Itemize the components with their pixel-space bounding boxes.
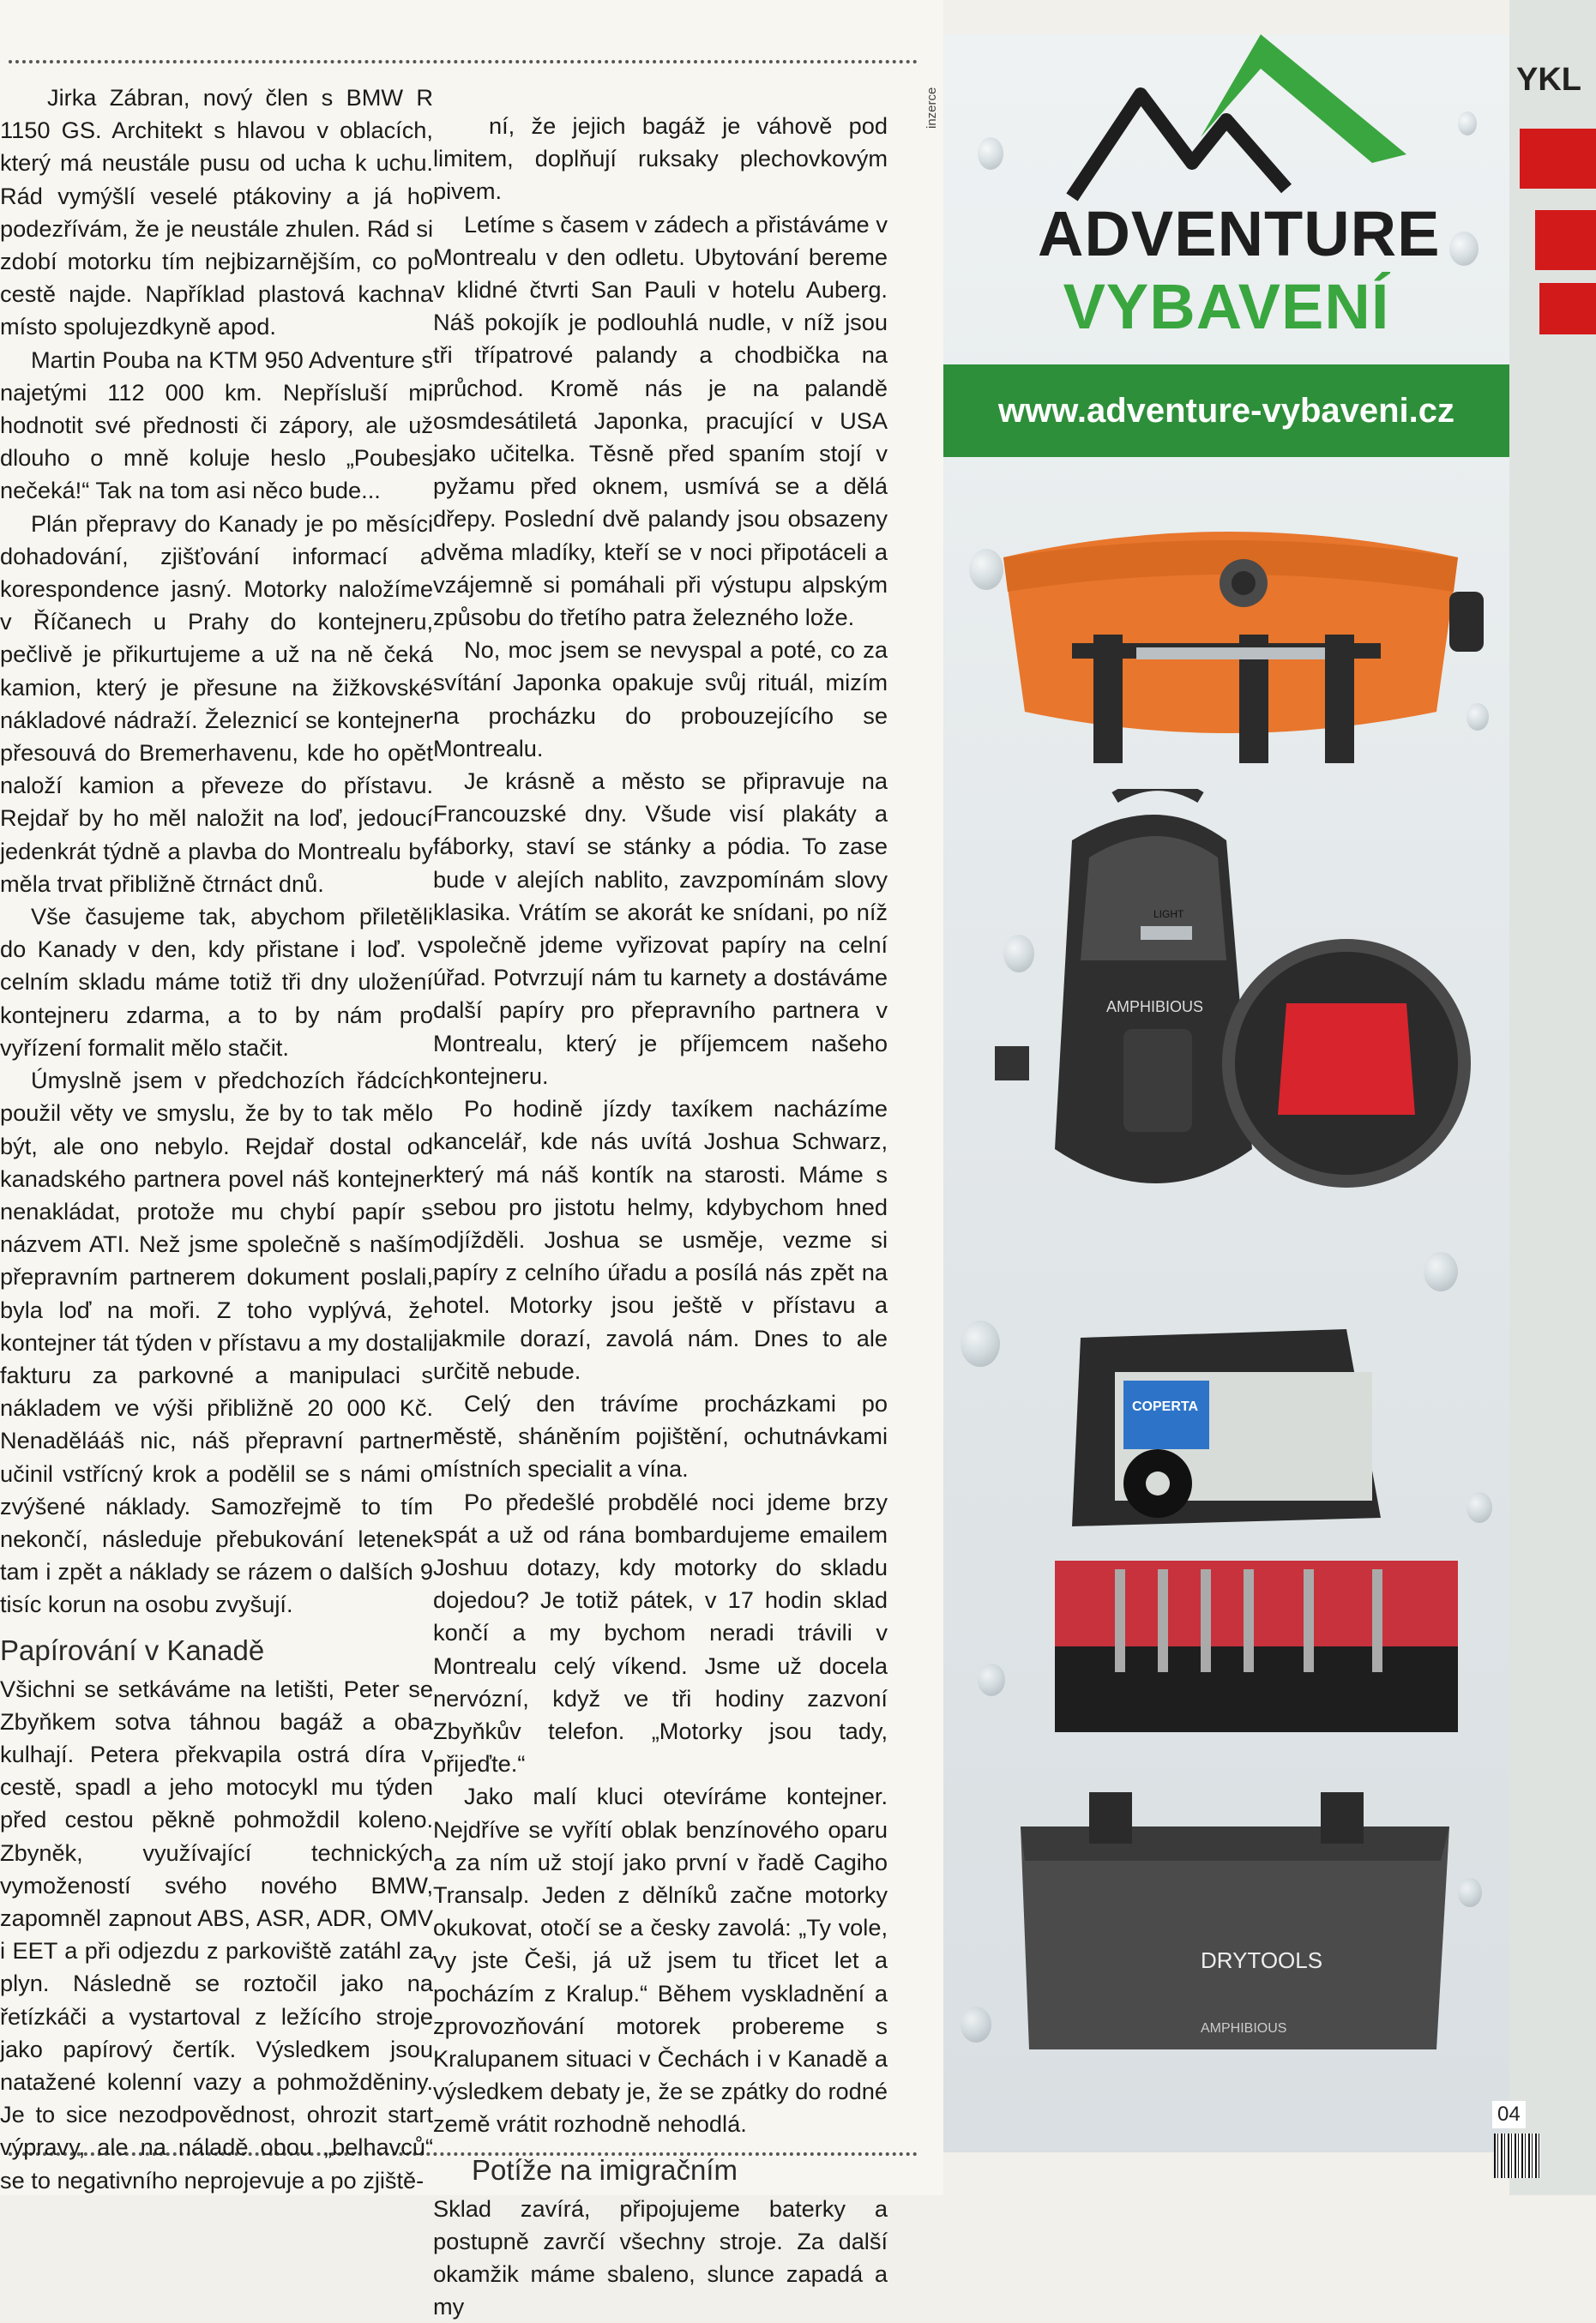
- ad-title-line2: VYBAVENÍ: [1063, 271, 1390, 342]
- paragraph: Všichni se setkáváme na letišti, Peter se Zbyňkem sotva táhnou bagáž a oba kulhají. Petera překvapila ostrá díra v cestě, spadl a jeho motocykl mu týden před cestou pěkně pohmoždil koleno. Zbyněk, využívající technických vymožeností svého nového BMW, zapomněl zapnout ABS, ASR, ADR, OMV i EET a při odjezdu z parkoviště zatáhl za plyn. Následně se roztočil jako na řetízkáči a vystartoval z ležícího stroje jako papírový čertík. Výsledkem jsou natažené kolenní vazy a pohmožděniny. Je to sice nezodpovědnost, ohrozit start výpravy, ale na náladě obou „belhavců“ se to negativního neprojevuje a po zjiště-: [0, 1675, 433, 2194]
- red-bar: [1539, 283, 1596, 334]
- red-bar: [1535, 210, 1596, 270]
- section-heading: Potíže na imigračním: [472, 2153, 738, 2186]
- kit-label: COPERTA: [1132, 1399, 1199, 1414]
- drytools-brand: DRYTOOLS: [1201, 1947, 1323, 1973]
- top-dotted-rule: [9, 60, 918, 63]
- paragraph: Je krásně a město se připravuje na Francouzské dny. Všude visí plakáty a fáborky, staví se stánky a pódia. To zase bude v alejích nablito, zavzpomínám slovy klasika. Vrátím se akorát ke snídani, po níž společně jdeme vyřizovat papíry na celní úřad. Potvrzují nám tu karnety a dostáváme další papíry pro přepravního partnera v Montrealu, který je příjemcem našeho kontejneru.: [433, 767, 888, 1089]
- backpack-brand: AMPHIBIOUS: [1106, 998, 1204, 1015]
- paragraph: Martin Pouba na KTM 950 Adventure s najetými 112 000 km. Nepřísluší mi hodnotit své přednosti či zápory, ale už dlouho o mně koluje heslo „Poubes nečeká!“ Tak na tom asi něco bude...: [0, 346, 433, 504]
- article-column-1: [0, 81, 433, 2197]
- article-column-2: [433, 110, 888, 2323]
- drytools-pouch-image: [943, 1766, 1509, 2075]
- next-page-heading: YKL: [1516, 62, 1581, 98]
- paragraph: Jirka Zábran, nový člen s BMW R 1150 GS. Architekt s hlavou v oblacích, který má neustále pusu od ucha k uchu. Rád vymýšlí veselé ptákoviny a já ho podezřívám, že je neustále zhulen. Rád si zdobí motorku tím nejbizarnějším, co po cestě najde. Například plastová kachna místo spolujezdkyně apod.: [0, 84, 433, 340]
- paragraph: Po předešlé probdělé noci jdeme brzy spát a už od rána bombardujeme emailem Joshuu dotazy, kdy motorky do skladu dojedou? Je totiž pátek, v 17 hodin sklad končí a my bychom neradi trávili v Montrealu celý víkend. Jsme už docela nervózní, když ve tři hodiny zazvoní Zbyňkův telefon. „Motorky jsou tady, přijeďte.“: [433, 1488, 888, 1778]
- paragraph: Po hodině jízdy taxíkem nacházíme kancelář, kde nás uvítá Joshua Schwarz, který má náš kontík na starosti. Máme s sebou pro jistotu helmy, kdybychom hned odjížděli. Joshua se usměje, vezme si papíry z celního úřadu a posílá nás zpět na hotel. Motorky jsou ještě v přístavu a jakmile dorazí, zavolá nám. Dnes to ale určitě nebude.: [433, 1095, 888, 1384]
- ad-label: inzerce: [924, 87, 939, 129]
- advertisement: [943, 34, 1509, 2152]
- ad-url-link[interactable]: www.adventure-vybaveni.cz: [943, 364, 1509, 457]
- paragraph: Sklad zavírá, připojujeme baterky a postupně zavrčí všechny stroje. Za další okamžik máme sbaleno, slunce zapadá a my: [433, 2194, 888, 2320]
- tool-roll-image: [943, 1544, 1509, 1749]
- tank-bag-image: [943, 1321, 1509, 1569]
- paragraph: ní, že jejich bagáž je váhově pod limitem, doplňují ruksaky plechovkovým pivem.: [433, 112, 888, 205]
- ad-title-line1: ADVENTURE: [1038, 198, 1441, 269]
- backpack-tag: LIGHT: [1153, 908, 1184, 920]
- red-bar: [1520, 129, 1596, 189]
- paragraph: Letíme s časem v zádech a přistáváme v Montrealu v den odletu. Ubytování bereme v klidné čtvrti San Pauli v hotelu Auberg. Náš pokojík je podlouhlá nudle, v níž jsou tři třípatrové palandy a chodbička na průchod. Kromě nás je na palandě osmdesátiletá Japonka, pracující v USA jako učitelka. Těsně před spaním stojí v pyžamu před oknem, usmívá se a dělá dřepy. Poslední dvě palandy jsou obsazeny dvěma mladíky, kteří se v noci připotáceli a vzájemně si pomáhali při výstupu alpským způsobu do třetího patra železného lože.: [433, 210, 888, 631]
- paragraph: Celý den trávíme procházkami po městě, sháněním pojištění, ochutnávkami místních specialit a vína.: [433, 1389, 888, 1483]
- mountain-logo: [943, 34, 1509, 206]
- orange-bag-image: [943, 497, 1509, 789]
- backpack-image: [943, 789, 1509, 1321]
- barcode: [1494, 2133, 1540, 2178]
- paragraph: Vše časujeme tak, abychom přiletěli do Kanady v den, kdy přistane i loď. V celním skladu máme totiž tři dny uložení kontejneru zdarma, a to by nám pro vyřízení formalit mělo stačit.: [0, 903, 433, 1061]
- water-drop: [1449, 232, 1479, 266]
- section-heading: Papírování v Kanadě: [0, 1634, 265, 1666]
- drytools-maker: AMPHIBIOUS: [1201, 2021, 1287, 2036]
- paragraph: Jako malí kluci otevíráme kontejner. Nejdříve se vyřítí oblak benzínového oparu a za ním už stojí jako první v řadě Cagiho Transalp. Jeden z dělníků začne motorky okukovat, otočí se a česky zavolá: „Ty vole, vy jste Češi, já už jsem tu třicet let a pocházím z Kralup.“ Během vyskladnění a zprovozňování motorek probereme s Kralupanem situaci v Čechách i v Kanadě a výsledkem debaty je, že se zpátky do rodné země vrátit rozhodně nehodlá.: [433, 1783, 888, 2138]
- paragraph: Plán přepravy do Kanady je po měsíci dohadování, zjišťování informací a korespondence jasný. Motorky naložíme v Říčanech u Prahy do kontejneru, pečlivě je přikurtujeme a už na ně čeká kamion, který je přesune na žižkovské nákladové nádraží. Železnicí se kontejner přesouvá do Bremerhavenu, kde ho opět naloží kamion a převeze do přístavu. Rejdař by ho měl naložit na loď, jedoucí jedenkrát týdně a plavba do Montrealu by měla trvat přibližně čtrnáct dnů.: [0, 509, 433, 897]
- paragraph: Úmyslně jsem v předchozích řádcích použil věty ve smyslu, že by to tak mělo být, ale ono nebylo. Rejdař dostal od kanadského partnera povel náš kontejner nenakládat, protože mu chybí papír s názvem ATI. Než jsme společně s naším přepravním partnerem dokument poslali, byla loď na moři. Z toho vyplývá, že kontejner tát týden v přístavu a my dostali fakturu za parkovné a manipulaci s nákladem ve výši přibližně 20 000 Kč. Nenadělááš nic, náš přepravní partner učinil vstřícný krok a podělil se s námi o zvýšené náklady. Samozřejmě to tím nekončí, následuje přebukování letenek tam i zpět a náklady se rázem o dalších 9 tisíc korun na osobu zvyšují.: [0, 1067, 433, 1618]
- paragraph: No, moc jsem se nevyspal a poté, co za svítání Japonka opakuje svůj rituál, mizím na procházku do probouzejícího se Montrealu.: [433, 636, 888, 761]
- page-number: 04: [1492, 2101, 1526, 2128]
